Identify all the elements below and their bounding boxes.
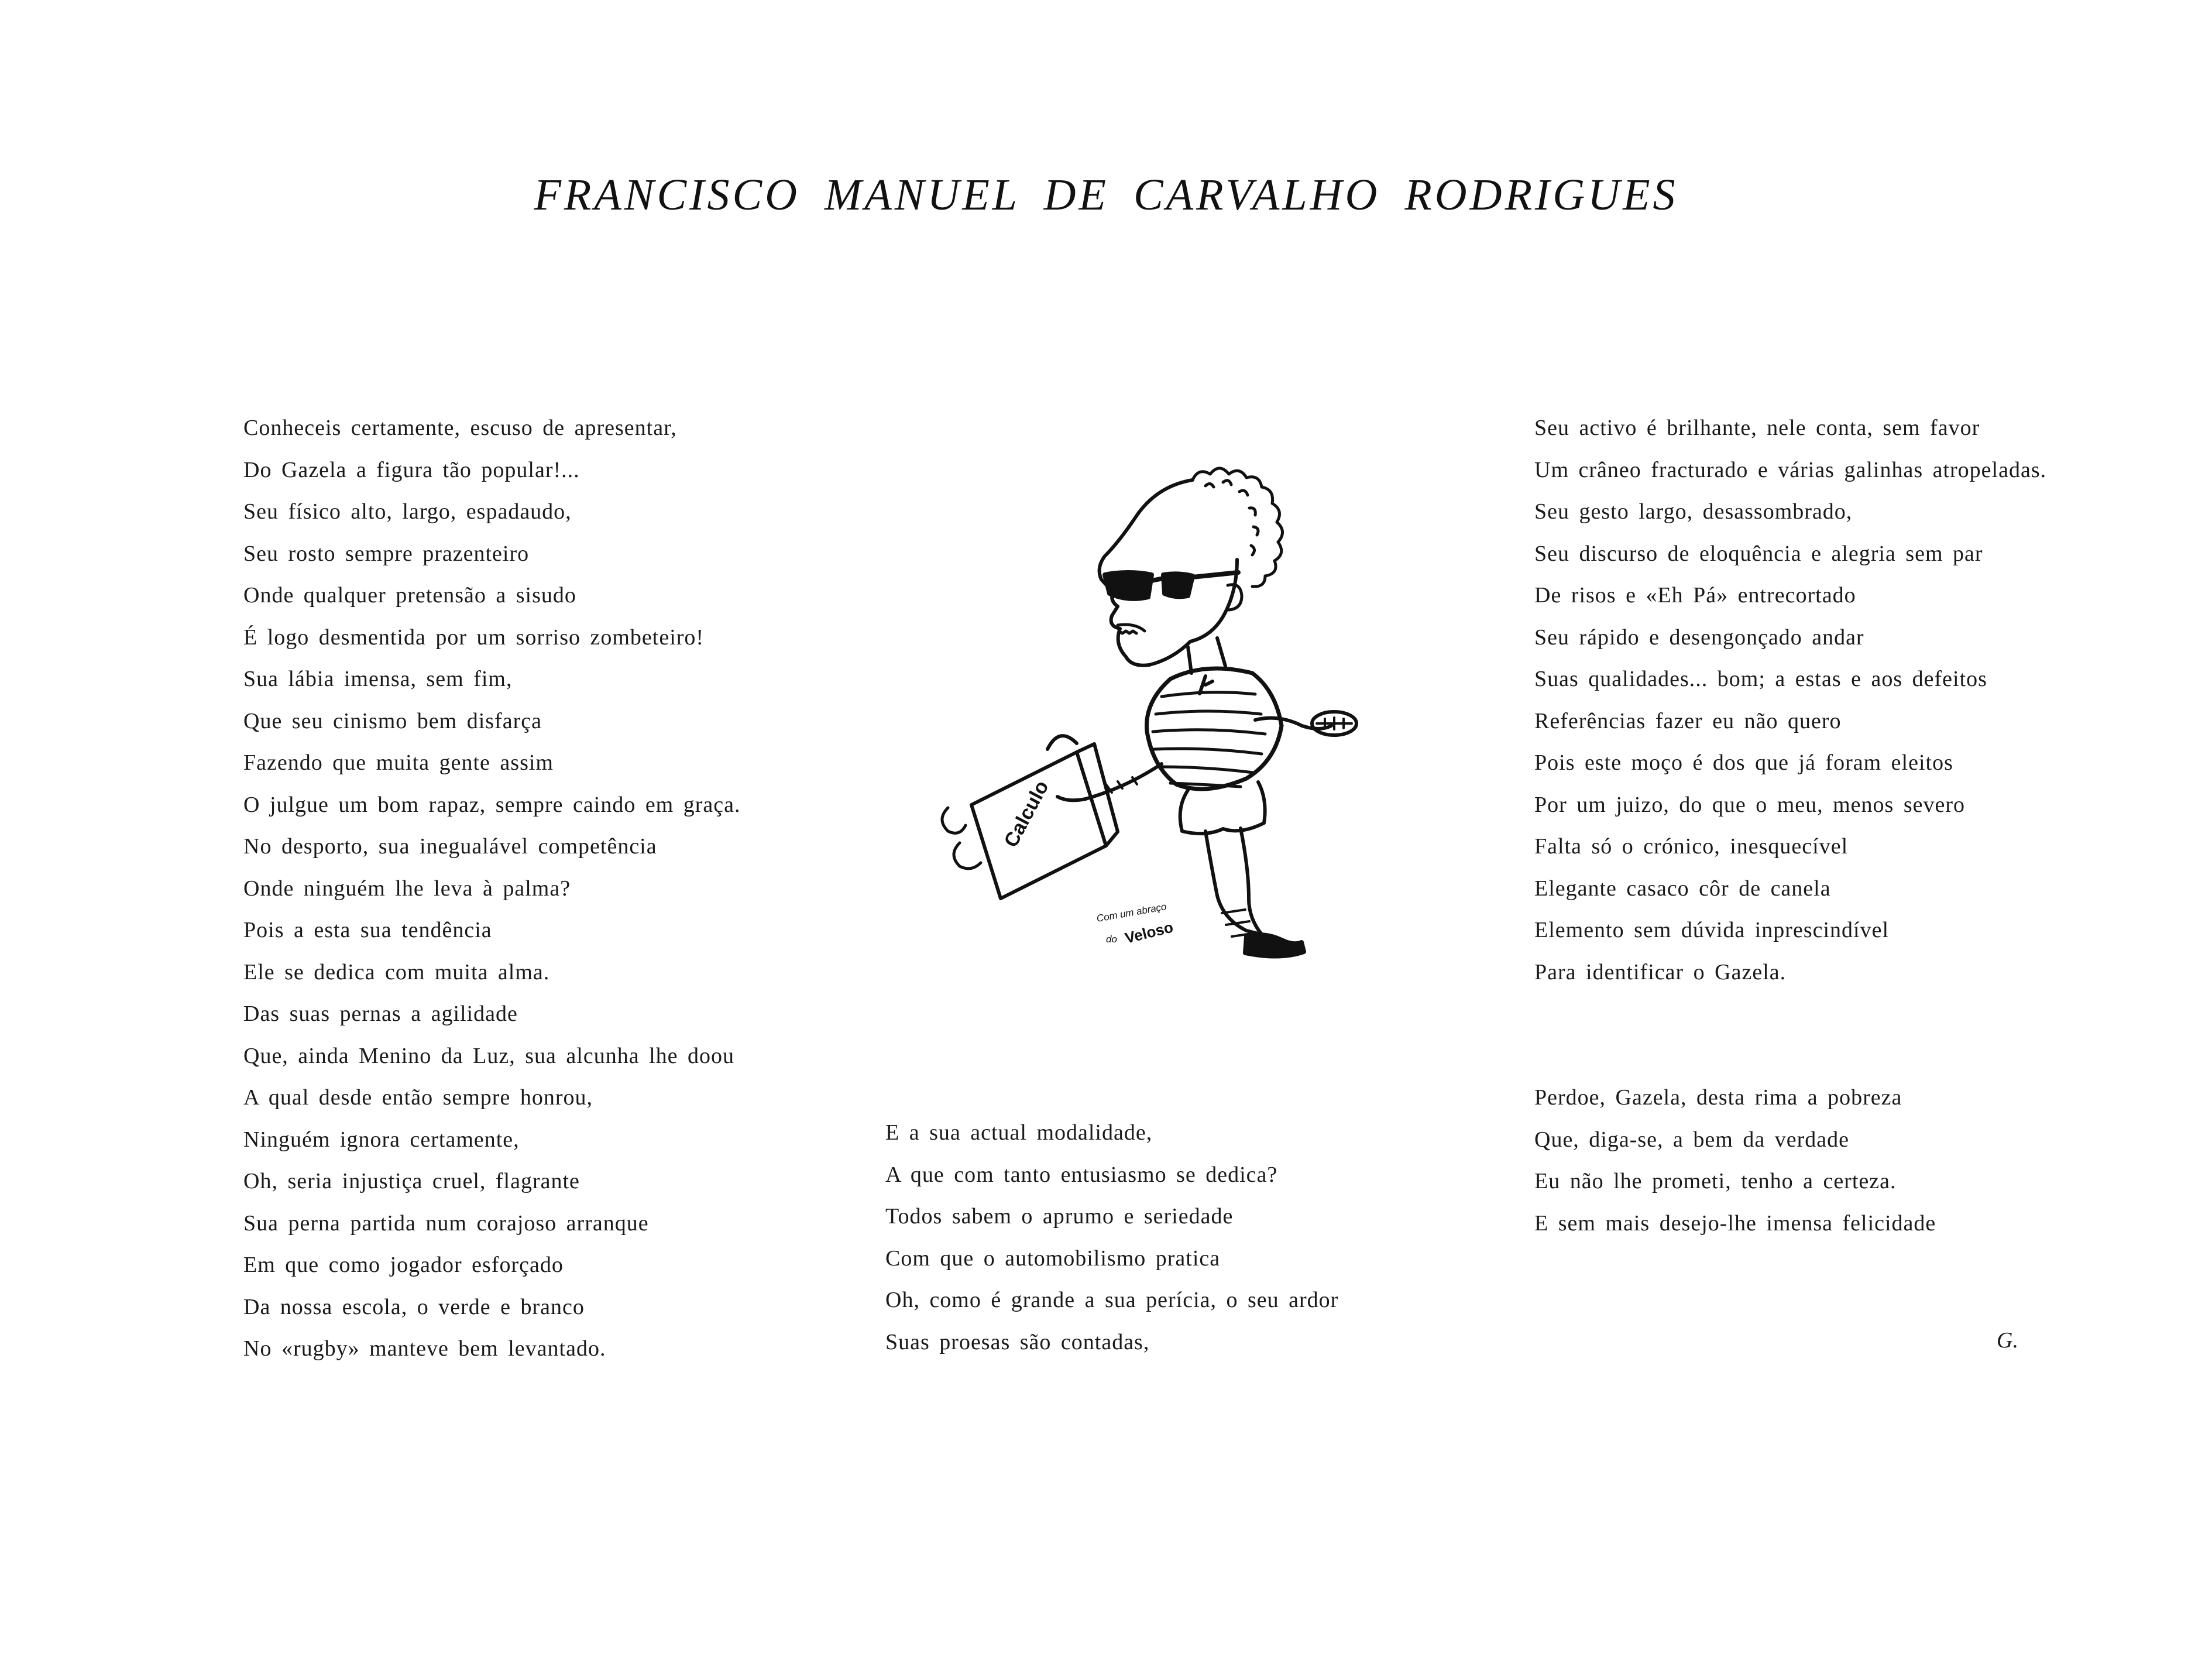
poem-line: A qual desde então sempre honrou, [243, 1085, 593, 1110]
book-label: Calculo [999, 777, 1053, 851]
poem-line: Da nossa escola, o verde e branco [243, 1294, 585, 1319]
author-signature: G. [1997, 1328, 2018, 1353]
poem-line: Todos sabem o aprumo e seriedade [885, 1204, 1234, 1229]
poem-line: Sua perna partida num corajoso arranque [243, 1210, 649, 1236]
poem-line: Que, ainda Menino da Luz, sua alcunha lhe doou [243, 1043, 734, 1068]
poem-line: Ele se dedica com muita alma. [243, 959, 550, 985]
poem-line: Oh, como é grande a sua perícia, o seu ardor [885, 1288, 1339, 1312]
poem-line: Perdoe, Gazela, desta rima a pobreza [1534, 1085, 1902, 1110]
poem-line: Em que como jogador esforçado [243, 1253, 564, 1277]
shirt-drawing [1147, 668, 1282, 789]
poem-line: Elegante casaco côr de canela [1534, 876, 1831, 901]
poem-line: Do Gazela a figura tão popular!... [243, 457, 580, 482]
poem-line: Sua lábia imensa, sem fim, [243, 667, 513, 691]
page-title: FRANCISCO MANUEL DE CARVALHO RODRIGUES [534, 170, 1678, 219]
poem-line: Elemento sem dúvida inprescindível [1534, 918, 1890, 942]
poem-line: Pois este moço é dos que já foram eleitos [1534, 750, 1953, 775]
poem-line: A que com tanto entusiasmo se dedica? [885, 1162, 1278, 1187]
poem-column-right-bottom [1534, 1077, 1936, 1244]
poem-column-left [243, 407, 741, 1370]
poem-line: E a sua actual modalidade, [885, 1120, 1153, 1145]
poem-line: Que, diga-se, a bem da verdade [1534, 1127, 1849, 1152]
poem-line: Falta só o crónico, inesquecível [1534, 834, 1849, 859]
poem-line: No desporto, sua inegualável competência [243, 834, 657, 859]
poem-line: Fazendo que muita gente assim [243, 750, 554, 775]
poem-line: Suas qualidades... bom; a estas e aos defeitos [1534, 667, 1987, 691]
poem-line: Pois a esta sua tendência [243, 918, 492, 942]
poem-line: Seu gesto largo, desassombrado, [1534, 499, 1853, 524]
poem-line: É logo desmentida por um sorriso zombeteiro! [243, 625, 705, 650]
poem-line: Por um juizo, do que o meu, menos severo [1534, 792, 1966, 817]
poem-line: Seu discurso de eloquência e alegria sem par [1534, 541, 1983, 566]
dedication-line-2: do [1106, 934, 1117, 945]
poem-line: Das suas pernas a agilidade [243, 1001, 518, 1026]
poem-line: Seu rosto sempre prazenteiro [243, 541, 530, 566]
poem-line: De risos e «Eh Pá» entrecortado [1534, 583, 1856, 608]
poem-column-right-top [1534, 407, 2046, 993]
poem-line: Oh, seria injustiça cruel, flagrante [243, 1169, 580, 1193]
poem-line: Conheceis certamente, escuso de apresentar, [243, 416, 677, 440]
poem-line: Para identificar o Gazela. [1534, 959, 1787, 985]
poem-line: Seu rápido e desengonçado andar [1534, 625, 1864, 650]
dedication-line-1: Com um abraço [1095, 901, 1167, 924]
poem-line: No «rugby» manteve bem levantado. [243, 1336, 606, 1361]
poem-line: Seu activo é brilhante, nele conta, sem favor [1534, 416, 1980, 440]
caricature-illustration [930, 445, 1434, 1007]
poem-line: Onde qualquer pretensão a sisudo [243, 583, 576, 608]
poem-line: Seu físico alto, largo, espadaudo, [243, 499, 572, 524]
artist-signature: Veloso [1123, 918, 1175, 947]
poem-line: Ninguém ignora certamente, [243, 1127, 520, 1152]
poem-line: Referências fazer eu não quero [1534, 708, 1842, 733]
shoe-drawing [1245, 935, 1304, 956]
poem-line: Eu não lhe prometi, tenho a certeza. [1534, 1169, 1897, 1193]
poem-line: Com que o automobilismo pratica [885, 1246, 1221, 1271]
poem-line: Suas proesas são contadas, [885, 1329, 1150, 1354]
poem-column-middle [885, 1112, 1338, 1363]
poem-line: E sem mais desejo-lhe imensa felicidade [1534, 1210, 1936, 1236]
glasses-drawing [1105, 572, 1238, 599]
poem-line: Que seu cinismo bem disfarça [243, 708, 542, 733]
poem-line: Um crâneo fracturado e várias galinhas atropeladas. [1534, 457, 2047, 482]
poem-line: Onde ninguém lhe leva à palma? [243, 876, 571, 901]
poem-line: O julgue um bom rapaz, sempre caindo em graça. [243, 792, 741, 817]
